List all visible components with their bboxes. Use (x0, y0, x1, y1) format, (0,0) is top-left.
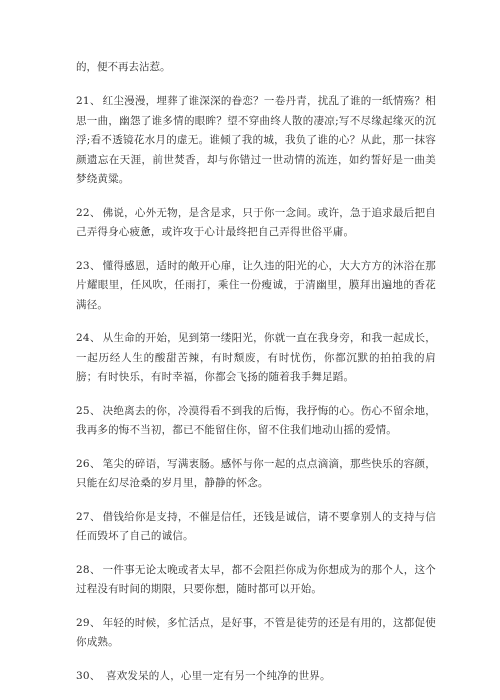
entry-number: 24、 (76, 332, 101, 344)
continued-text-line: 的，便不再去沾惹。 (76, 61, 171, 73)
entry-text: 年轻的时候，多忙活点，是好事，不管是徒劳的还是有用的，这都促使你成熟。 (76, 616, 436, 648)
entry-number: 21、 (76, 95, 101, 107)
quote-entry (76, 257, 436, 316)
quote-entry (76, 667, 436, 687)
entry-number: 25、 (76, 404, 101, 417)
entry-number: 28、 (76, 563, 101, 576)
entry-text: 一件事无论太晚或者太早，都不会阻拦你成为你想成为的那个人，这个过程没有时间的期限，只要你想，随时都可以开始。 (76, 563, 436, 595)
entry-text: 借钱给你是支持，不催是信任，还钱是诚信，请不要拿别人的支持与信任而毁坏了自己的诚信。 (76, 510, 436, 542)
quote-entry (76, 561, 436, 600)
quote-entry (76, 204, 436, 243)
entry-number: 22、 (76, 206, 101, 219)
entry-text: 佛说，心外无物，是含是求，只于你一念间。或许，急于追求最后把自己弄得身心疲惫，或许攻于心计最终把自己弄得世俗平庸。 (76, 206, 436, 238)
quote-entry (76, 329, 436, 388)
entry-text: 懂得感恩，适时的敞开心扉，让久违的阳光的心，大大方方的沐浴在那片耀眼里，任风吹，任雨打，乘住一份瘦诚，于清幽里，膜拜出遍地的香花满径。 (76, 259, 436, 311)
numbered-quote-list (76, 92, 436, 700)
entry-number: 23、 (76, 259, 101, 272)
entry-number: 27、 (76, 510, 101, 523)
entry-number: 30、 (76, 669, 101, 682)
quote-entry (76, 614, 436, 653)
quote-entry (76, 455, 436, 494)
quote-entry (76, 402, 436, 441)
entry-text: 笔尖的碎语，写满衷肠。感怀与你一起的点点滴滴，那些快乐的容颜，只能在幻尽沧桑的岁月里，静静的怀念。 (76, 457, 436, 489)
quote-entry (76, 92, 436, 190)
entry-number: 26、 (76, 457, 101, 470)
quote-entry (76, 508, 436, 547)
entry-number: 29、 (76, 616, 101, 629)
entry-text: 喜欢发呆的人，心里一定有另一个纯净的世界。 (102, 669, 331, 682)
entry-text: 从生命的开始，见到第一缕阳光，你就一直在我身旁，和我一起成长，一起历经人生的酸甜苦辣，有时颓废，有时忧伤，你都沉默的拍拍我的肩膀；有时快乐，有时幸福，你都会飞扬的随着我手舞足蹈。 (76, 332, 436, 383)
entry-text: 决绝离去的你，冷漠得看不到我的后悔，我抒悔的心。伤心不留余地，我再多的悔不当初，都已不能留住你，留不住我们地动山摇的爱情。 (76, 404, 436, 436)
entry-text: 红尘漫漫，埋葬了谁深深的眷恋？一卷丹青，扰乱了谁的一纸情殇？相思一曲，幽怨了谁多情的眼眸？望不穿曲终人散的凄凉;写不尽缘起缘灭的沉浮;看不透镜花水月的虚无。谁倾了我的城，我负了谁的心？从此，那一抹容颜遗忘在天涯，前世焚香，却与你错过一世动情的流连，如约誓好是一曲美梦绕黄粱。 (76, 95, 436, 185)
